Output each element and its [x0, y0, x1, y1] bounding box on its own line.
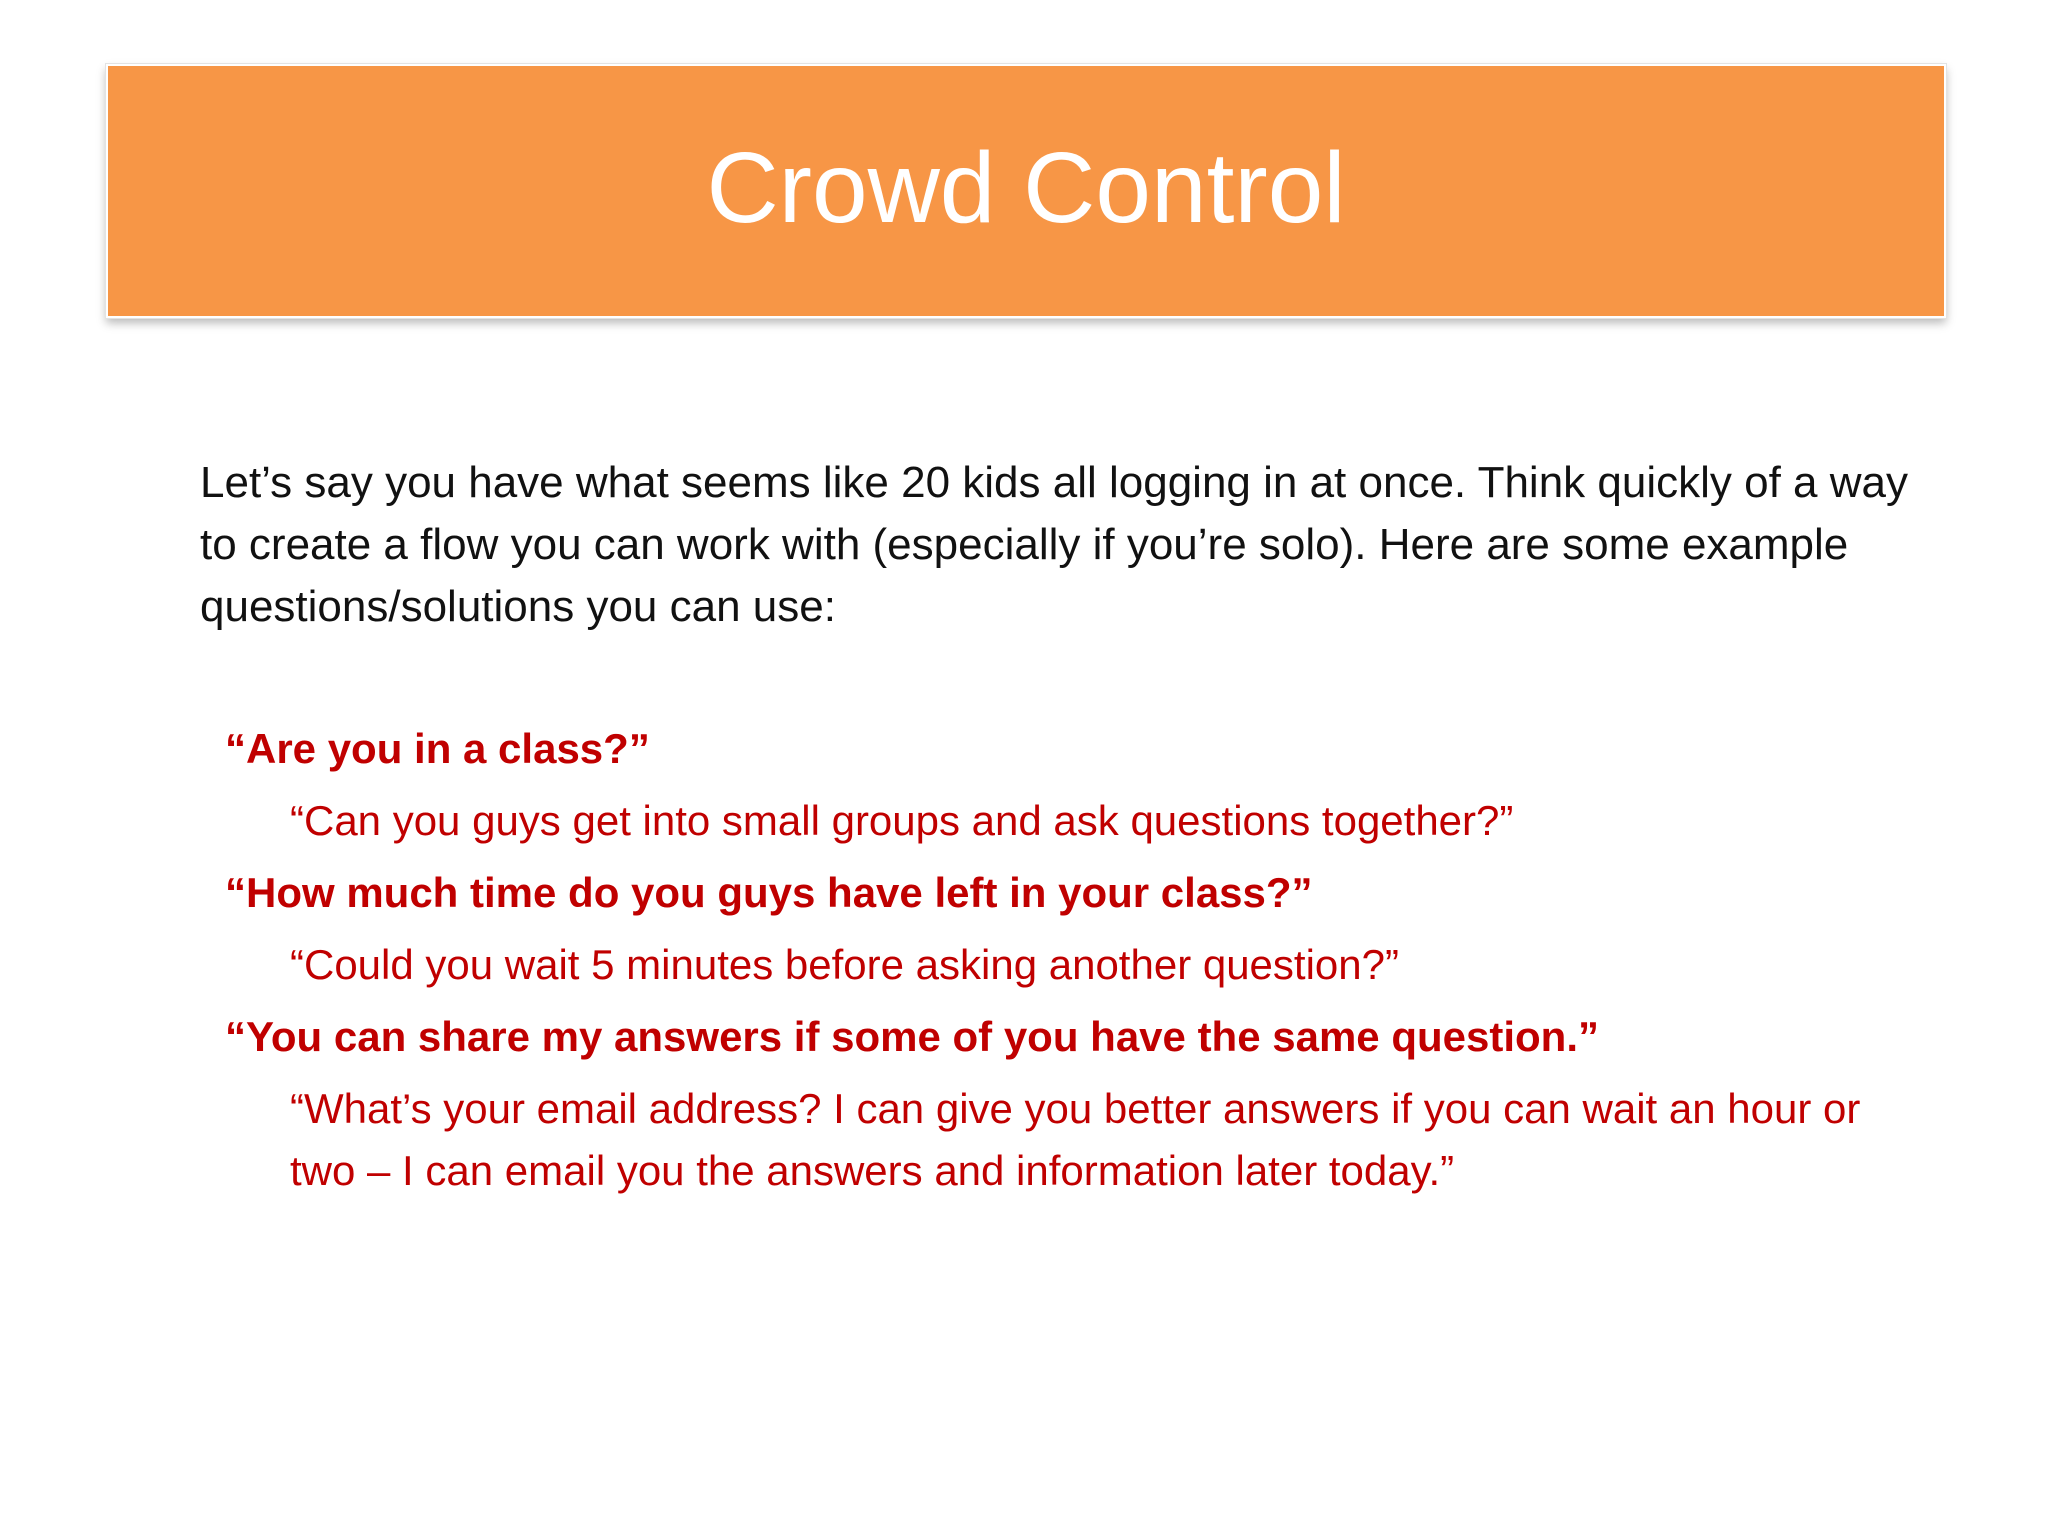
- answer-text: “Can you guys get into small groups and ask questions together?”: [290, 797, 1514, 844]
- title-banner: [106, 64, 1946, 318]
- question-text: “How much time do you guys have left in your class?”: [225, 869, 1313, 916]
- answer-text: “What’s your email address? I can give you better answers if you can wait an hour or two – I can email you the answers and information later today.”: [290, 1085, 1861, 1194]
- question-item: [225, 720, 1920, 852]
- question-item: [225, 864, 1920, 996]
- slide-title: Crowd Control: [706, 132, 1346, 244]
- question-list: [225, 720, 1920, 1202]
- question-item: [225, 1008, 1920, 1202]
- question-text: “Are you in a class?”: [225, 725, 650, 772]
- intro-paragraph: Let’s say you have what seems like 20 kids all logging in at once. Think quickly of a way to create a flow you can work with (especially if you’re solo). Here are some example questions/solutions you can use:: [200, 458, 1908, 631]
- answer-text: “Could you wait 5 minutes before asking another question?”: [290, 941, 1399, 988]
- question-text: “You can share my answers if some of you have the same question.”: [225, 1013, 1599, 1060]
- slide-body: [200, 452, 1920, 1214]
